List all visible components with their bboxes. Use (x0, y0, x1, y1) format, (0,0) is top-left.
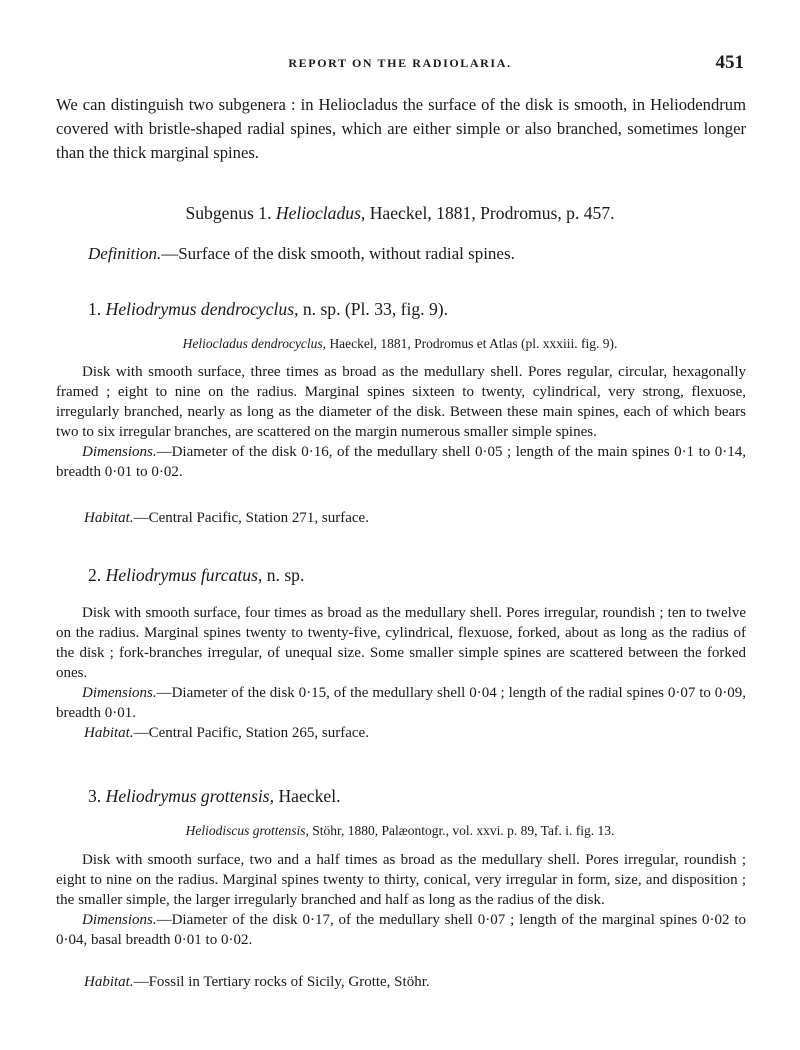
species-authority: n. sp. (Pl. 33, fig. 9). (302, 299, 449, 319)
synonym-name: Heliodiscus grottensis, (185, 823, 309, 838)
definition-text: —Surface of the disk smooth, without radial spines. (161, 244, 515, 263)
species-description: Disk with smooth surface, two and a half times as broad as the medullary shell. Pores irregular, roundish ; eight to nine on the radius. Marginal spines twenty to thirty, conical, very irregular in form, size, and disposition ; the smaller simple, the larger irregularly branched and half as long as the radius of the disk. Dimensions.—Diameter of the disk 0·17, of the medullary shell 0·07 ; length of the marginal spines 0·02 to 0·04, basal breadth 0·01 to 0·02. (56, 852, 746, 948)
intro-paragraph: We can distinguish two subgenera : in Heliocladus the surface of the disk is smooth, in Heliodendrum covered with bristle-shaped radial spines, which are either simple or also branched, sometimes longer than the thick marginal spines. (56, 95, 746, 162)
synonymy-line (0, 823, 800, 839)
habitat: Habitat.—Central Pacific, Station 271, surface. (84, 510, 369, 526)
page-number: 451 (715, 52, 744, 73)
synonym-reference: Stöhr, 1880, Palæontogr., vol. xxvi. p. 89, Taf. i. fig. 13. (312, 823, 615, 838)
dimensions: Dimensions.—Diameter of the disk 0·15, of the medullary shell 0·04 ; length of the radial spines 0·07 to 0·09, breadth 0·01. (56, 685, 746, 721)
species-number: 1. (88, 299, 102, 319)
running-title: REPORT ON THE RADIOLARIA. (288, 56, 512, 70)
species-name: Heliodrymus dendrocyclus, (105, 299, 299, 319)
habitat: Habitat.—Central Pacific, Station 265, surface. (84, 725, 369, 741)
habitat: Habitat.—Fossil in Tertiary rocks of Sicily, Grotte, Stöhr. (84, 974, 430, 990)
species-heading (88, 786, 341, 807)
species-description: Disk with smooth surface, four times as broad as the medullary shell. Pores irregular, roundish ; ten to twelve on the radius. Marginal spines twenty to twenty-five, cylindrical, flexuose, forked, about as long as the radius of the disk ; fork-branches irregular, of unequal size. Some smaller simple spines are scattered between the forked ones. Dimensions.—Diameter of the disk 0·15, of the medullary shell 0·04 ; length of the radial spines 0·07 to 0·09, breadth 0·01. (56, 605, 746, 721)
subgenus-citation: Haeckel, 1881, Prodromus, p. 457. (369, 203, 615, 223)
species-name: Heliodrymus furcatus, (105, 565, 263, 585)
subgenus-prefix: Subgenus 1. (185, 203, 272, 223)
synonymy-line (0, 336, 800, 352)
dimensions: Dimensions.—Diameter of the disk 0·17, of the medullary shell 0·07 ; length of the marginal spines 0·02 to 0·04, basal breadth 0·01 to 0·02. (56, 912, 746, 948)
definition-label: Definition. (88, 244, 162, 263)
synonym-name: Heliocladus dendrocyclus, (182, 336, 327, 351)
definition (88, 244, 515, 264)
dimensions: Dimensions.—Diameter of the disk 0·16, of the medullary shell 0·05 ; length of the main spines 0·1 to 0·14, breadth 0·01 to 0·02. (56, 444, 746, 480)
synonym-reference: Haeckel, 1881, Prodromus et Atlas (pl. xxxiii. fig. 9). (329, 336, 618, 351)
species-authority: n. sp. (266, 565, 305, 585)
species-number: 2. (88, 565, 102, 585)
subgenus-heading (0, 203, 800, 224)
species-authority: Haeckel. (278, 786, 341, 806)
species-heading (88, 299, 448, 320)
species-number: 3. (88, 786, 102, 806)
species-name: Heliodrymus grottensis, (105, 786, 275, 806)
subgenus-name: Heliocladus, (275, 203, 366, 223)
species-description: Disk with smooth surface, three times as broad as the medullary shell. Pores regular, circular, hexagonally framed ; eight to nine on the radius. Marginal spines sixteen to twenty, cylindrical, very strong, flexuose, irregularly branched, nearly as long as the diameter of the disk. Between these main spines, each of which bears two to six irregular branches, are scattered on the margin numerous smaller simple spines. Dimensions.—Diameter of the disk 0·16, of the medullary shell 0·05 ; length of the main spines 0·1 to 0·14, breadth 0·01 to 0·02. (56, 364, 746, 480)
species-heading (88, 565, 304, 586)
